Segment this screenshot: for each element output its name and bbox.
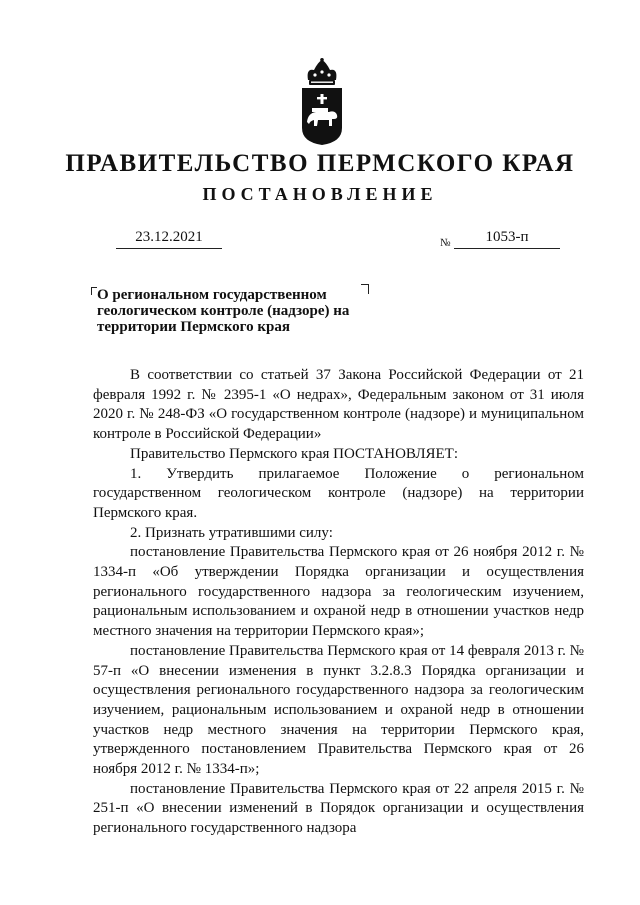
document-subject: О региональном государственном геологическом контроле (надзоре) на территории Пермского края [97,287,350,335]
paragraph-repealed-1: постановление Правительства Пермского края от 26 ноября 2012 г. № 1334-п «Об утверждении Порядка организации и осуществления регионального государственного надзора за геологическим изучением, рациональным использованием и охраной недр в отношении участков недр местного значения на территории Пермского края»; [93,544,584,640]
document-body [93,366,584,839]
paragraph-repealed-2: постановление Правительства Пермского края от 14 февраля 2013 г. № 57-п «О внесении изменения в пункт 3.2.8.3 Порядка организации и осуществления регионального государственного надзора за геологическим изучением, рациональным использованием и охраной недр в отношении участков недр местного значения на территории Пермского края, утвержденного постановлением Правительства Пермского края от 26 ноября 2012 г. № 1334-п»; [93,642,584,778]
subject-corner-right [361,284,369,294]
paragraph-item-2: 2. Признать утратившими силу: [130,524,333,541]
paragraph-preamble: В соответствии со статьей 37 Закона Российской Федерации от 21 февраля 1992 г. № 2395-1 «О недрах», Федеральным законом от 31 июля 2020 г. № 248-ФЗ «О государственном контроле (надзоре) и муниципальном контроле в Российской Федерации» [93,367,584,443]
government-title: ПРАВИТЕЛЬСТВО ПЕРМСКОГО КРАЯ [65,150,575,177]
number-sign: № [440,237,451,249]
paragraph-resolves: Правительство Пермского края ПОСТАНОВЛЯЕТ: [130,445,459,462]
document-date: 23.12.2021 [116,229,222,249]
paragraph-repealed-3: постановление Правительства Пермского края от 22 апреля 2015 г. № 251-п «О внесении изменений в Порядок организации и осуществления регионального государственного надзора [93,780,584,837]
document-type-title: ПОСТАНОВЛЕНИЕ [202,184,438,204]
paragraph-item-1: 1. Утвердить прилагаемое Положение о региональном государственном геологическом контроле (надзоре) на территории Пермского края. [93,465,584,521]
document-number: 1053-п [454,229,560,249]
coat-of-arms-emblem [296,58,348,146]
